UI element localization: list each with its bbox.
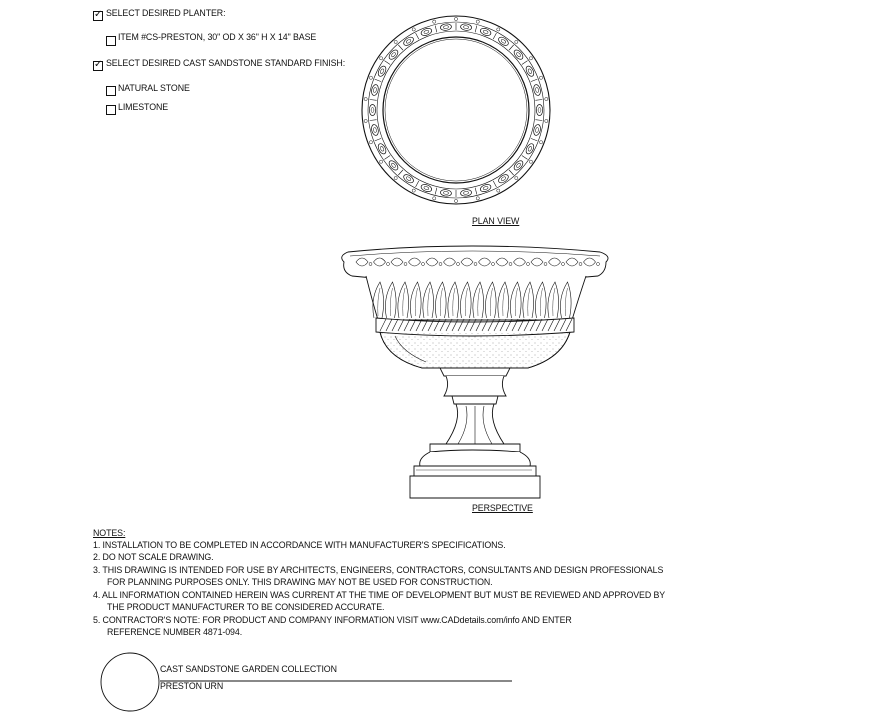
spec-item-limestone: LIMESTONE xyxy=(118,102,169,113)
perspective-urn-drawing xyxy=(342,246,608,498)
note-line: THE PRODUCT MANUFACTURER TO BE CONSIDERED ACCURATE. xyxy=(107,602,385,613)
checkbox-select-finish[interactable]: ✓ xyxy=(94,59,103,70)
spec-item-select-planter: SELECT DESIRED PLANTER: xyxy=(106,8,226,19)
spec-item-natural-stone: NATURAL STONE xyxy=(118,83,190,94)
note-line: FOR PLANNING PURPOSES ONLY. THIS DRAWING MAY NOT BE USED FOR CONSTRUCTION. xyxy=(107,577,493,588)
product-name: PRESTON URN xyxy=(160,681,224,692)
plan-view-drawing xyxy=(362,16,550,204)
note-line: 1. INSTALLATION TO BE COMPLETED IN ACCORDANCE WITH MANUFACTURER'S SPECIFICATIONS. xyxy=(93,540,506,551)
checkbox-select-planter[interactable]: ✓ xyxy=(94,9,103,20)
spec-item-cs-preston: ITEM #CS-PRESTON, 30" OD X 36" H X 14" BASE xyxy=(118,32,317,43)
notes-heading: NOTES: xyxy=(93,528,126,539)
note-line: 4. ALL INFORMATION CONTAINED HEREIN WAS CURRENT AT THE TIME OF DEVELOPMENT BUT MUST BE REVIEWED AND APPROVED BY xyxy=(93,590,666,601)
plan-view-label: PLAN VIEW xyxy=(472,216,520,227)
note-line: REFERENCE NUMBER 4871-094. xyxy=(107,627,243,638)
collection-title: CAST SANDSTONE GARDEN COLLECTION xyxy=(160,664,337,675)
note-line: 5. CONTRACTOR'S NOTE: FOR PRODUCT AND COMPANY INFORMATION VISIT www.CADdetails.com/info AND ENTER xyxy=(93,615,572,626)
perspective-label: PERSPECTIVE xyxy=(472,503,533,514)
note-line: 3. THIS DRAWING IS INTENDED FOR USE BY ARCHITECTS, ENGINEERS, CONTRACTORS, CONSULTANTS AND DESIGN PROFESSIONALS xyxy=(93,565,664,576)
spec-item-select-finish: SELECT DESIRED CAST SANDSTONE STANDARD FINISH: xyxy=(106,58,346,69)
note-line: 2. DO NOT SCALE DRAWING. xyxy=(93,552,214,563)
